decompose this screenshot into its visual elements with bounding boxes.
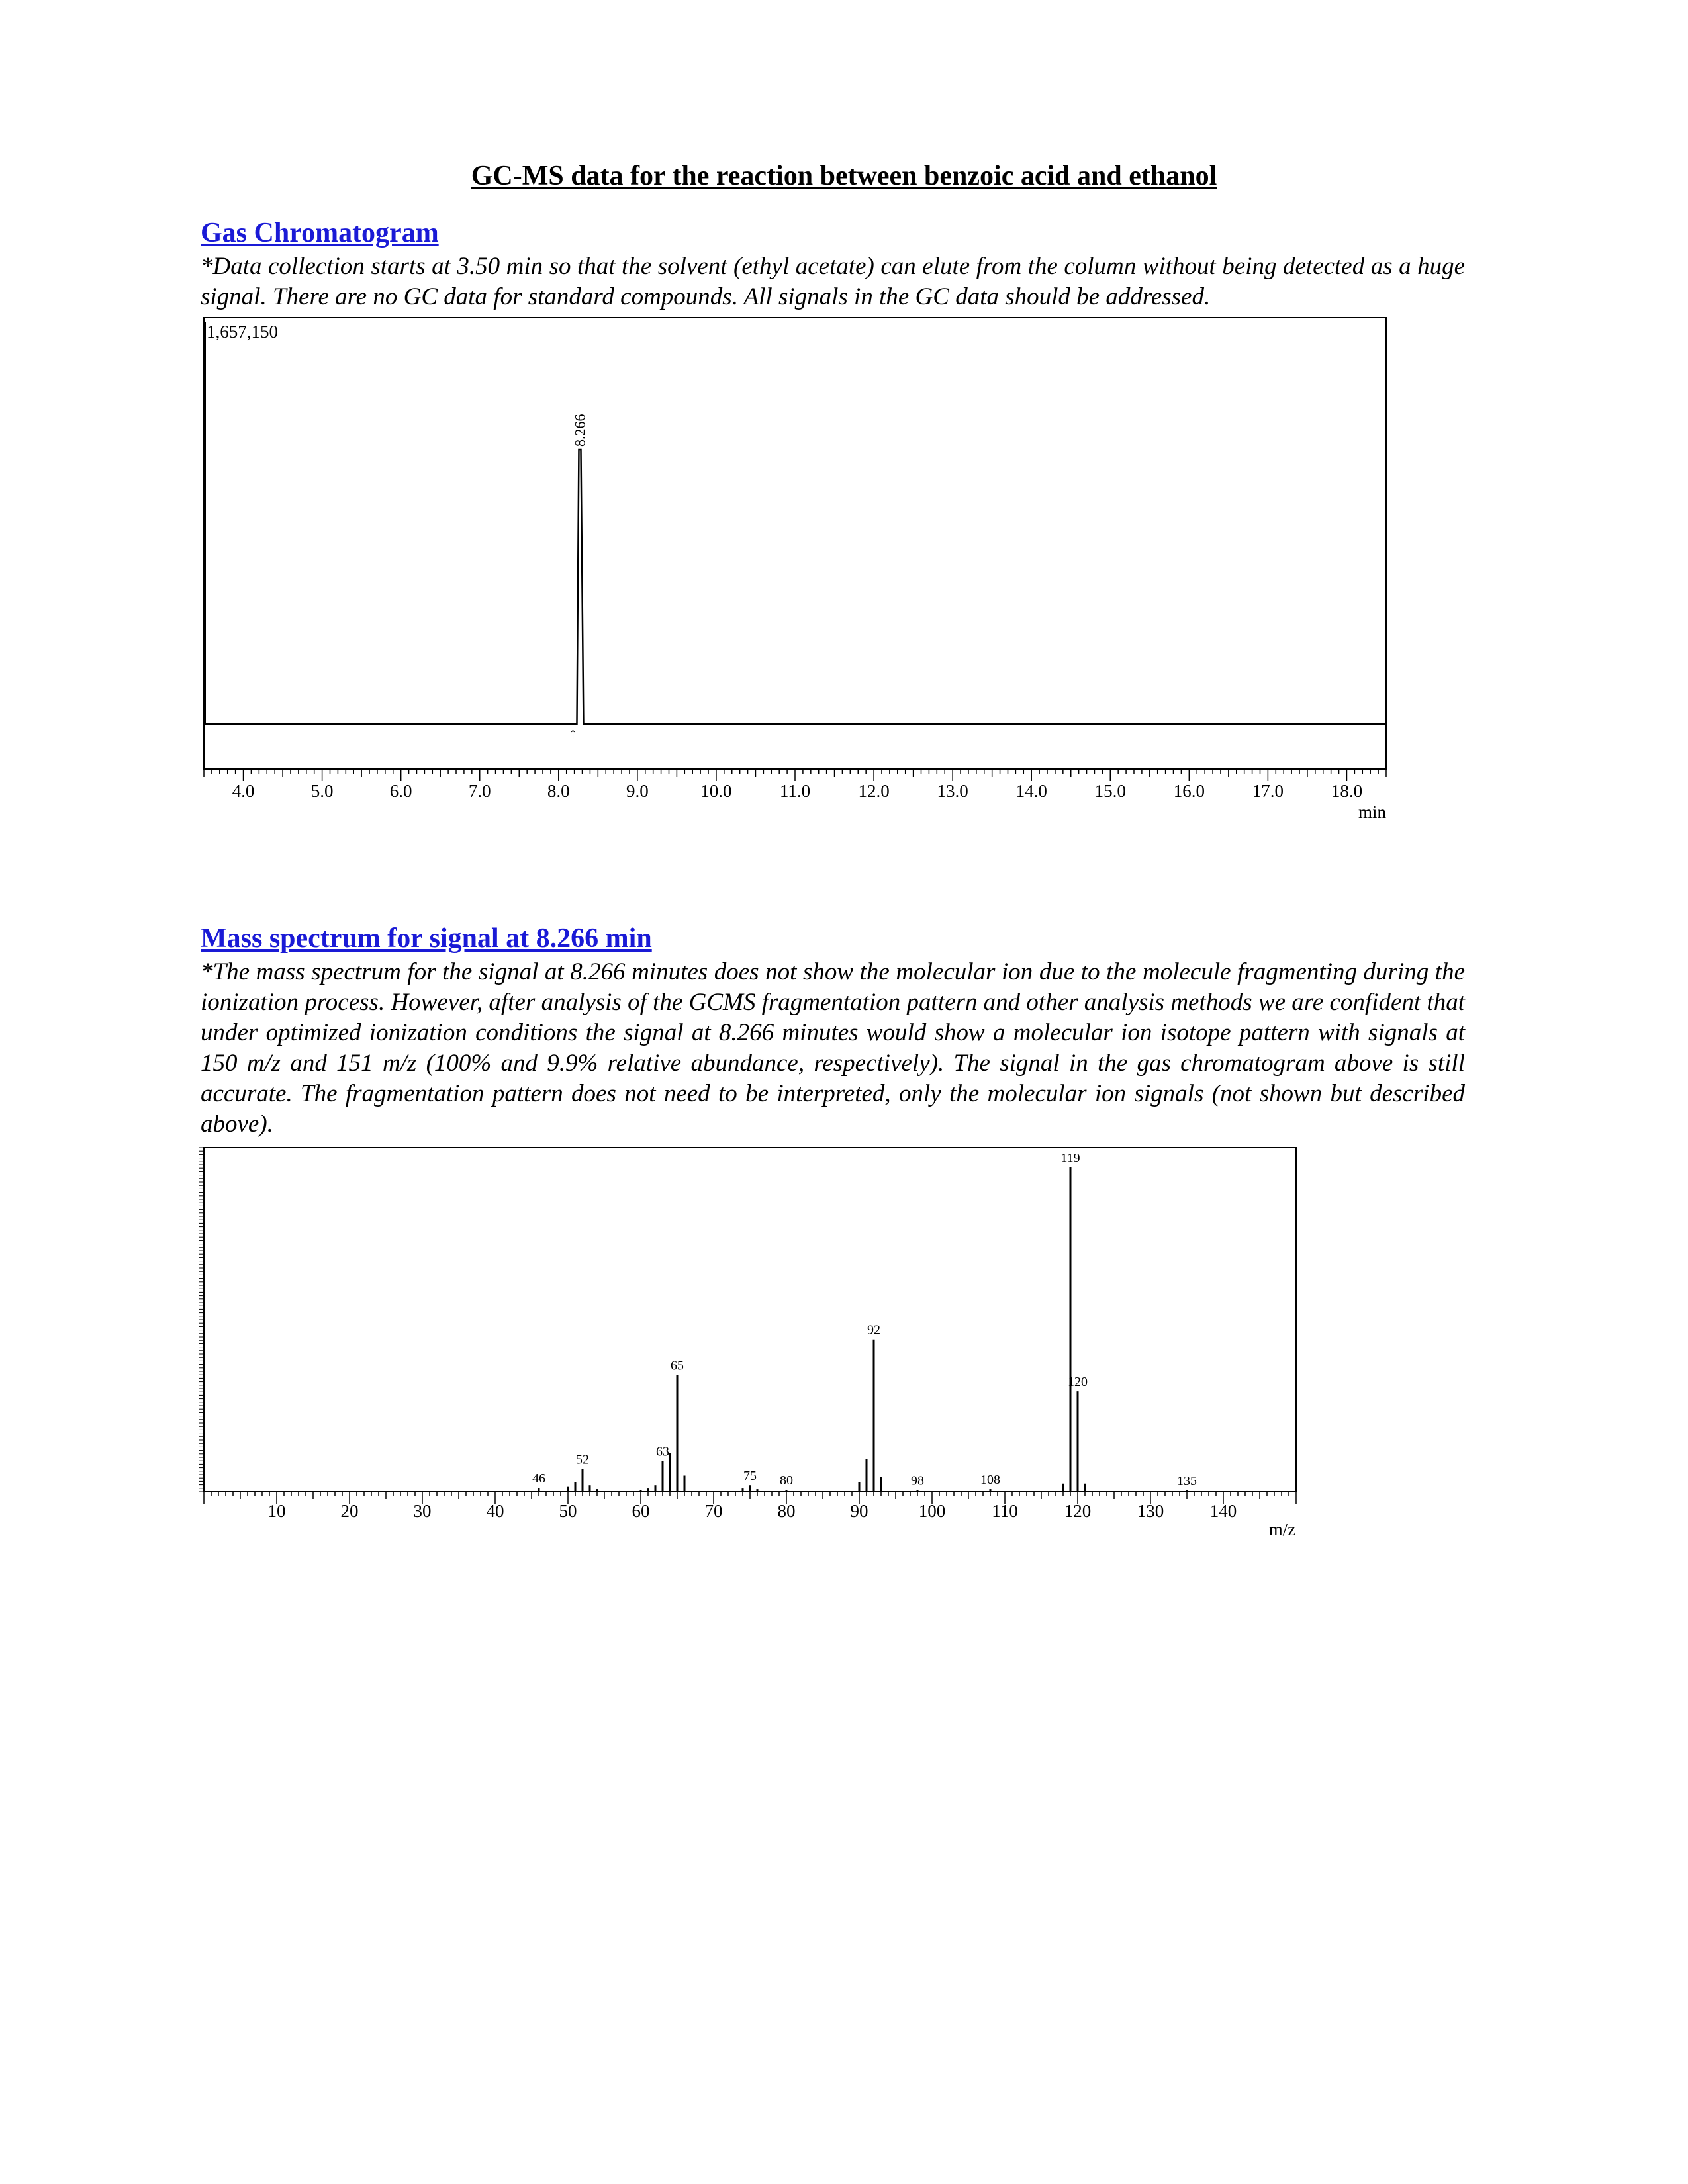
ms-peak-label: 46: [532, 1471, 545, 1486]
ms-peak-label: 135: [1177, 1474, 1197, 1489]
gc-trace: [204, 322, 1386, 743]
gc-x-tick-label: 12.0: [858, 781, 890, 801]
gc-peak-start-marker: ↑: [569, 725, 577, 743]
gc-x-tick-label: 7.0: [468, 781, 491, 801]
ms-chart: [199, 1148, 1296, 1539]
gc-trace-line: [204, 449, 1386, 724]
ms-x-tick-label: 70: [704, 1501, 723, 1521]
gc-x-tick-label: 5.0: [310, 781, 334, 801]
gc-x-unit: min: [1358, 802, 1387, 822]
document-title: GC-MS data for the reaction between benzoic acid and ethanol: [471, 161, 1217, 191]
gc-ymax-label: 1,657,150: [207, 322, 278, 341]
ms-peak-label: 52: [576, 1452, 589, 1467]
ms-peaks: [532, 1151, 1197, 1492]
ms-x-tick-label: 90: [850, 1501, 868, 1521]
ms-x-tick-label: 80: [777, 1501, 796, 1521]
ms-peak-label: 119: [1060, 1151, 1080, 1165]
gc-peak-label: 8.266: [571, 414, 588, 447]
ms-x-tick-label: 130: [1137, 1501, 1164, 1521]
ms-peak-label: 75: [743, 1469, 757, 1484]
ms-x-unit: m/z: [1268, 1520, 1296, 1539]
ms-y-ticks: [199, 1148, 204, 1492]
gc-x-tick-label: 17.0: [1252, 781, 1284, 801]
ms-x-tick-label: 100: [918, 1501, 946, 1521]
gc-x-tick-label: 6.0: [389, 781, 412, 801]
gc-x-tick-label: 18.0: [1331, 781, 1363, 801]
gc-x-tick-label: 9.0: [626, 781, 649, 801]
ms-peak-label: 65: [671, 1358, 684, 1373]
ms-x-tick-label: 40: [486, 1501, 504, 1521]
gc-x-tick-label: 13.0: [937, 781, 968, 801]
ms-x-tick-label: 30: [413, 1501, 432, 1521]
gc-peak-end-marker: ↓: [581, 712, 588, 729]
gc-note: *Data collection starts at 3.50 min so that the solvent (ethyl acetate) can elute from the column without being detected as a huge signal. There are no GC data for standard compounds. All signals in the GC data should be addressed.: [201, 253, 1465, 310]
ms-peak-label: 120: [1068, 1375, 1088, 1390]
gc-plot-frame: [204, 318, 1386, 769]
gc-x-tick-label: 4.0: [232, 781, 255, 801]
ms-plot-frame: [204, 1148, 1296, 1492]
ms-peak-label: 98: [911, 1473, 924, 1488]
gc-x-tick-label: 11.0: [779, 781, 811, 801]
ms-x-tick-label: 110: [992, 1501, 1018, 1521]
ms-peak-label: 108: [980, 1473, 1000, 1488]
ms-peak-label: 63: [656, 1444, 669, 1459]
ms-x-tick-label: 50: [559, 1501, 577, 1521]
gc-heading[interactable]: Gas Chromatogram: [201, 218, 439, 248]
ms-peak-label: 80: [780, 1473, 793, 1488]
gc-chart: [204, 318, 1386, 822]
gc-x-tick-label: 8.0: [547, 781, 570, 801]
ms-x-tick-label: 140: [1209, 1501, 1237, 1521]
gc-x-tick-label: 14.0: [1015, 781, 1047, 801]
gc-x-tick-label: 15.0: [1094, 781, 1126, 801]
ms-x-tick-label: 20: [340, 1501, 359, 1521]
gc-x-tick-label: 10.0: [700, 781, 732, 801]
ms-note: *The mass spectrum for the signal at 8.266 minutes does not show the molecular ion due to the molecule fragmenting during the ionization process. However, after analysis of the GCMS fragmentation pattern and other analysis methods we are confident that under optimized ionization conditions the signal at 8.266 minutes would show a molecular ion isotope pattern with signals at 150 m/z and 151 m/z (100% and 9.9% relative abundance, respectively). The signal in the gas chromatogram above is still accurate. The fragmentation pattern does not need to be interpreted, only the molecular ion signals (not shown but described above).: [201, 958, 1465, 1138]
gc-x-tick-label: 16.0: [1173, 781, 1205, 801]
ms-peak-label: 92: [867, 1322, 880, 1338]
ms-x-ticks: [204, 1492, 1296, 1521]
ms-x-tick-label: 10: [267, 1501, 286, 1521]
gc-x-ticks: [204, 769, 1386, 801]
ms-x-tick-label: 60: [632, 1501, 650, 1521]
ms-heading[interactable]: Mass spectrum for signal at 8.266 min: [201, 923, 652, 954]
ms-x-tick-label: 120: [1064, 1501, 1092, 1521]
